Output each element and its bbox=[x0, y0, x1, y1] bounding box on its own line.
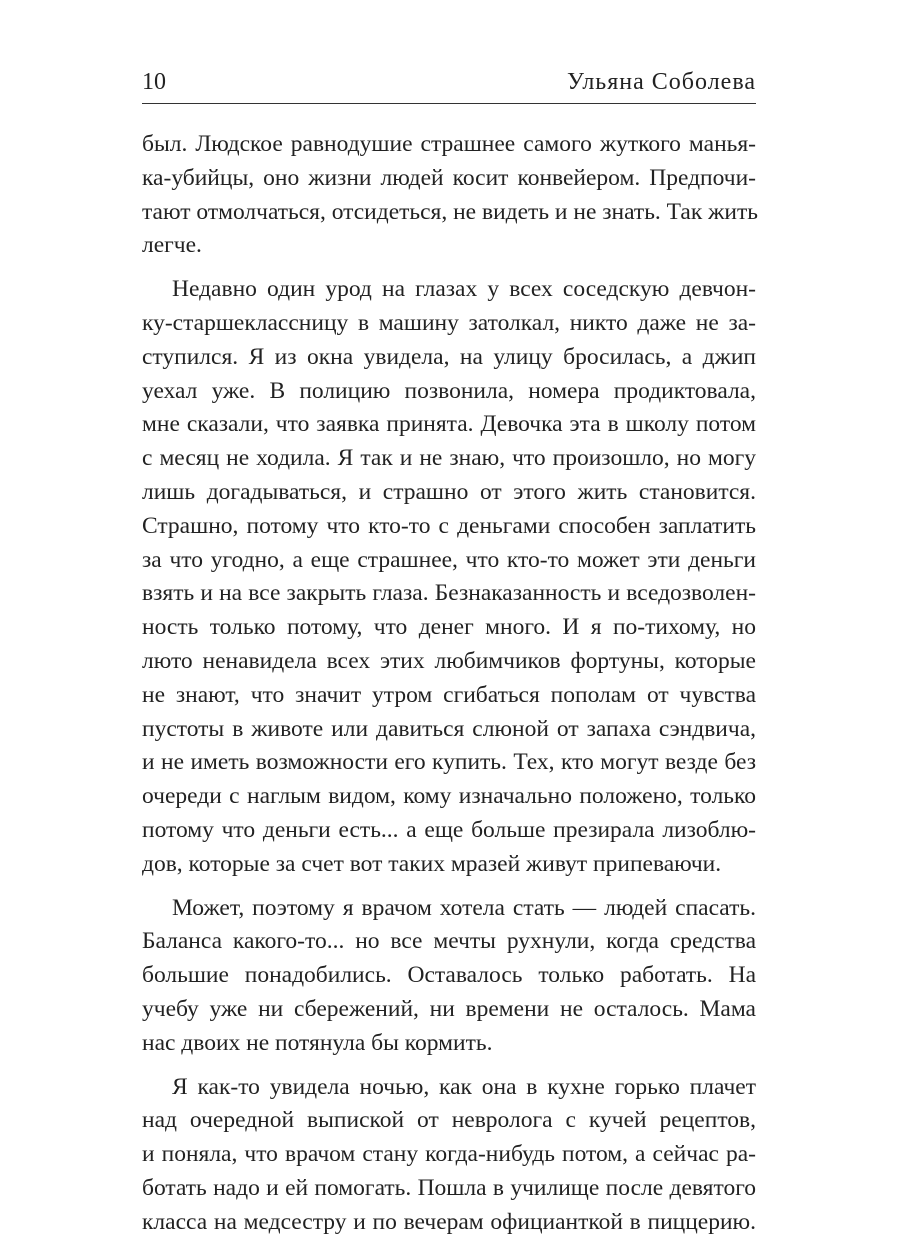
text-line: за что угодно, а еще страшнее, что кто-то может эти деньги bbox=[142, 546, 756, 573]
text-line: над очередной выпиской от невролога с кучей рецептов, bbox=[142, 1107, 756, 1134]
text-line: пустоты в животе или давиться слюной от запаха сэндвича, bbox=[142, 715, 756, 742]
text-line: ность только потому, что денег много. И я по-тихому, но bbox=[142, 614, 756, 641]
text-line: лишь догадываться, и страшно от этого жить становится. bbox=[142, 478, 756, 505]
text-line: тают отмолчаться, отсидеться, не видеть и не знать. Так жить bbox=[142, 198, 758, 225]
text-line: Может, поэтому я врачом хотела стать — людей спасать. bbox=[172, 894, 756, 921]
text-line: Страшно, потому что кто-то с деньгами способен заплатить bbox=[142, 512, 756, 539]
text-line: с месяц не ходила. Я так и не знаю, что произошло, но могу bbox=[142, 445, 756, 472]
text-line: ботать надо и ей помогать. Пошла в училище после девятого bbox=[142, 1174, 756, 1201]
header-divider bbox=[142, 103, 756, 104]
paragraph-3 bbox=[142, 892, 756, 1061]
text-line: нас двоих не потянула бы кормить. bbox=[142, 1029, 493, 1056]
text-line: не знают, что значит утром сгибаться пополам от чувства bbox=[142, 681, 756, 708]
author-name: Ульяна Соболева bbox=[567, 69, 756, 95]
text-line: ступился. Я из окна увидела, на улицу бросилась, а джип bbox=[142, 343, 756, 370]
text-line: Я как-то увидела ночью, как она в кухне горько плачет bbox=[172, 1073, 756, 1100]
text-line: люто ненавидела всех этих любимчиков фортуны, которые bbox=[142, 647, 756, 674]
paragraph-1 bbox=[142, 128, 756, 263]
paragraph-4 bbox=[142, 1071, 756, 1240]
text-line: уехал уже. В полицию позвонила, номера продиктовала, bbox=[142, 377, 756, 404]
text-line: большие понадобились. Оставалось только работать. На bbox=[142, 962, 756, 989]
text-line: мне сказали, что заявка принята. Девочка эта в школу потом bbox=[142, 411, 756, 438]
text-line: класса на медсестру и по вечерам официанткой в пиццерию. bbox=[142, 1208, 756, 1235]
text-line: очереди с наглым видом, кому изначально положено, только bbox=[142, 783, 756, 810]
paragraph-2 bbox=[142, 273, 756, 881]
text-line: был. Людское равнодушие страшнее самого жуткого манья- bbox=[142, 131, 756, 157]
text-line: Недавно один урод на глазах у всех соседскую девчон- bbox=[172, 276, 756, 303]
text-line: Баланса какого-то... но все мечты рухнули, когда средства bbox=[142, 928, 756, 955]
page-number: 10 bbox=[142, 69, 166, 95]
text-line: и не иметь возможности его купить. Тех, кто могут везде без bbox=[142, 749, 756, 776]
text-line: ку-старшеклассницу в машину затолкал, никто даже не за- bbox=[142, 309, 756, 336]
text-line: и поняла, что врачом стану когда-нибудь потом, а сейчас ра- bbox=[142, 1141, 756, 1168]
text-line: ка-убийцы, оно жизни людей косит конвейером. Предпочи- bbox=[142, 164, 756, 191]
text-line: дов, которые за счет вот таких мразей живут припеваючи. bbox=[142, 850, 722, 877]
text-line: легче. bbox=[142, 232, 202, 259]
text-line: потому что деньги есть... а еще больше презирала лизоблю- bbox=[142, 816, 756, 843]
running-header bbox=[142, 66, 756, 98]
text-line: учебу уже ни сбережений, ни времени не осталось. Мама bbox=[142, 995, 756, 1022]
body-text bbox=[142, 128, 756, 1240]
text-line: взять и на все закрыть глаза. Безнаказанность и вседозволен- bbox=[142, 580, 756, 607]
